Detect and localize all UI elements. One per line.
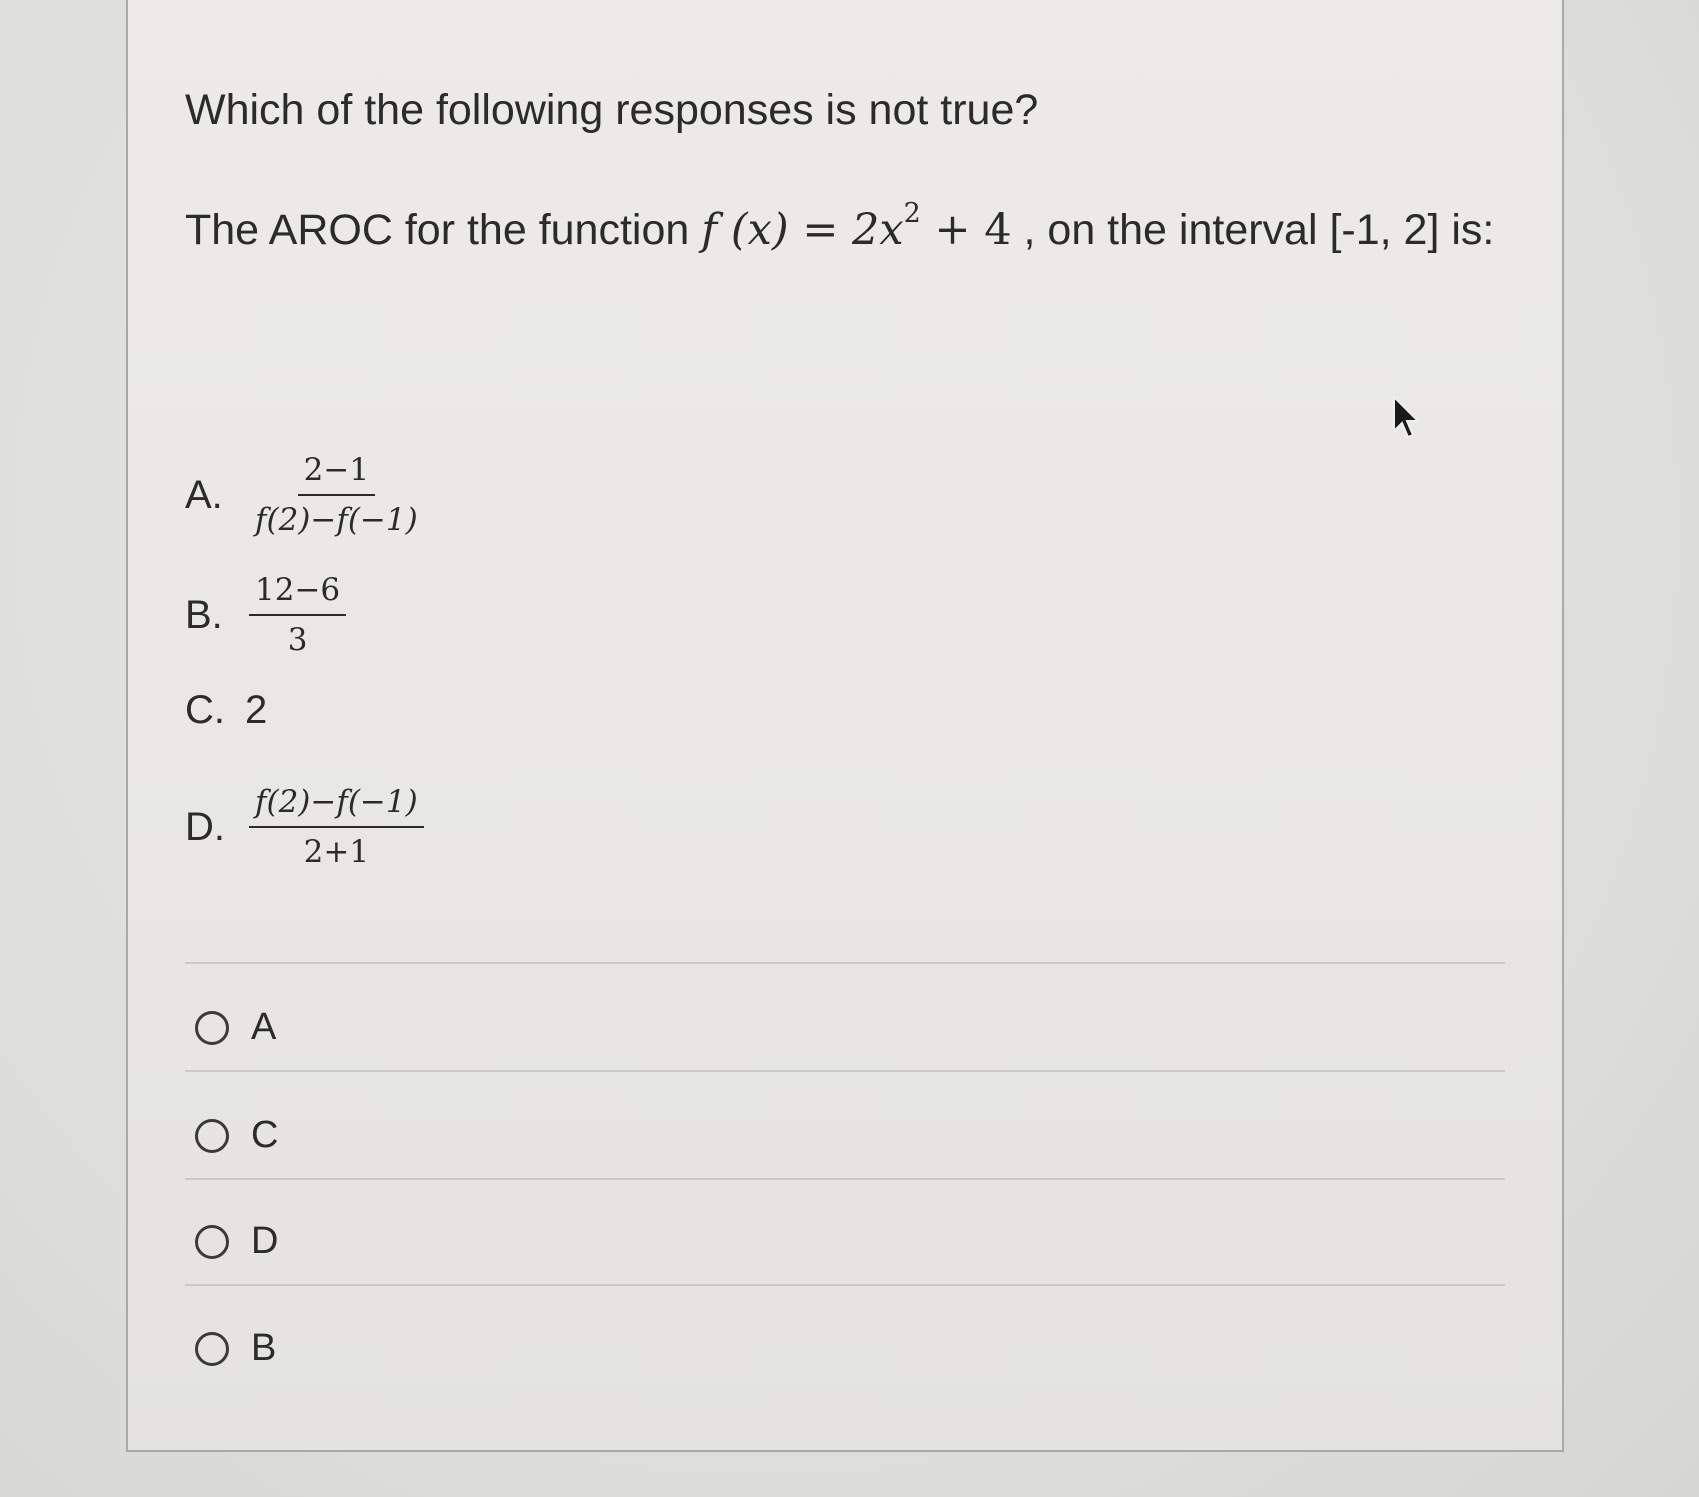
- fraction-denominator: 2+1: [303, 834, 370, 870]
- function-exponent: 2: [903, 198, 921, 229]
- option-label[interactable]: A: [251, 1006, 277, 1048]
- choice-c-value: 2: [245, 688, 268, 732]
- function-lhs: f (x) = 2x: [701, 205, 904, 255]
- function-rhs: + 4: [920, 205, 1012, 255]
- radio-circle-icon[interactable]: [195, 1119, 229, 1153]
- choice-letter: D.: [185, 804, 225, 849]
- option-a-radio[interactable]: [195, 1006, 276, 1049]
- function-expression: [701, 198, 1012, 255]
- choice-letter: B.: [185, 592, 223, 637]
- question-prompt: [185, 180, 1515, 264]
- choice-d-fraction: [249, 782, 424, 872]
- fraction-numerator: f(2)−f(−1): [249, 782, 424, 828]
- fraction-denominator: f(2)−f(−1): [255, 502, 418, 538]
- choice-b-fraction: [249, 570, 346, 660]
- fraction-numerator: 2−1: [298, 450, 375, 496]
- divider: [185, 1284, 1505, 1286]
- radio-circle-icon[interactable]: [195, 1225, 229, 1259]
- prompt-before: The AROC for the function: [185, 206, 702, 254]
- fraction-numerator: 12−6: [249, 570, 346, 616]
- choice-a-fraction: [249, 450, 424, 540]
- option-label[interactable]: C: [251, 1114, 279, 1156]
- prompt-after: , on the interval [-1, 2] is:: [1011, 206, 1495, 254]
- option-label[interactable]: D: [251, 1220, 279, 1262]
- choice-letter: C.: [185, 688, 225, 732]
- option-label[interactable]: B: [251, 1327, 277, 1369]
- divider: [185, 962, 1505, 964]
- choice-d: [185, 782, 424, 872]
- fraction-denominator: 3: [287, 622, 308, 658]
- choice-letter: A.: [185, 472, 223, 517]
- divider: [185, 1178, 1505, 1180]
- divider: [185, 1070, 1505, 1072]
- mouse-cursor-icon: [1390, 395, 1424, 441]
- choice-b: [185, 570, 346, 660]
- choice-c: [185, 688, 267, 733]
- option-d-radio[interactable]: [195, 1220, 278, 1263]
- choice-a: [185, 450, 424, 540]
- question-title: Which of the following responses is not true?: [185, 86, 1039, 134]
- option-c-radio[interactable]: [195, 1114, 278, 1157]
- radio-circle-icon[interactable]: [195, 1332, 229, 1366]
- option-b-radio[interactable]: [195, 1327, 276, 1370]
- radio-circle-icon[interactable]: [195, 1011, 229, 1045]
